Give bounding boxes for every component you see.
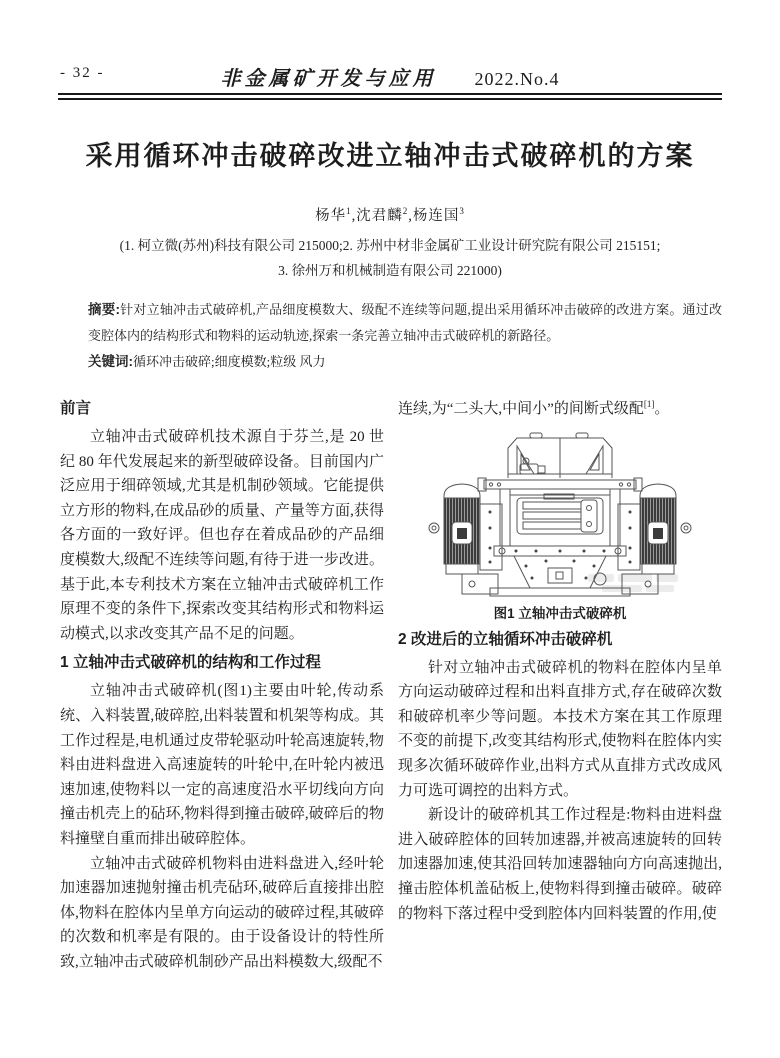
crusher-diagram xyxy=(420,428,700,600)
section-2-heading: 2 改进后的立轴循环冲击破碎机 xyxy=(398,630,613,648)
section-2-paragraph-2: 新设计的破碎机其工作过程是:物料由进料盘进入破碎腔体的回转加速器,并被高速旋转的回转加速器加速,使其沿回转加速器轴向方向高速抛出,撞击腔体机盖砧板上,使物料得到撞击破碎。破碎的物料下落过程中受到腔体内回料装置的作用,使 xyxy=(398,807,722,922)
section-1-heading: 1 立轴冲击式破碎机的结构和工作过程 xyxy=(60,654,321,672)
author-affiliation-mark-3: 3 xyxy=(459,206,465,217)
author-separator-2: , xyxy=(408,208,413,224)
author-affiliation-mark-1: 1 xyxy=(346,206,352,217)
issue-number: 2022.No.4 xyxy=(474,69,560,89)
body-columns xyxy=(60,392,722,974)
affiliation-line-2: 3. 徐州万和机械制造有限公司 221000) xyxy=(278,263,502,278)
running-header xyxy=(58,62,722,90)
section-2-paragraph-1: 针对立轴冲击式破碎机的物料在腔体内呈单方向运动破碎过程和出料直排方式,存在破碎次数和破碎机率少等问题。本技术方案在其工作原理不变的前提下,改变其结构形式,使物料在腔体内实现多次循环破碎作业,出料方式从直排方式改成风力可选可调控的出料方式。 xyxy=(398,659,722,799)
keywords-text: 循环冲击破碎;细度模数;粒级 风力 xyxy=(133,354,326,369)
journal-name: 非金属矿开发与应用 xyxy=(220,68,437,90)
section-1-paragraph-1: 立轴冲击式破碎机(图1)主要由叶轮,传动系统、入料装置,破碎腔,出料装置和机架等构成。其工作过程是,电机通过皮带轮驱动叶轮高速旋转,物料由进料盘进入高速旋转的叶轮中,在叶轮内被迅速加速,使物料以一定的高速度沿水平切线向方向撞击机壳上的砧环,物料得到撞击破碎,破碎后的物料撞壁自重而排出破碎腔体。 xyxy=(60,683,384,847)
section-1-paragraph-2: 立轴冲击式破碎机物料由进料盘进入,经叶轮加速器加速抛射撞击机壳砧环,破碎后直接排出腔体,物料在腔体内呈单方向运动的破碎过程,其破碎的次数和机率是有限的。由于设备设计的特性所致,立轴冲击式破碎机制砂产品出料模数大,级配不 xyxy=(60,855,384,970)
author-separator-1: , xyxy=(351,208,357,224)
keywords-line xyxy=(88,349,722,375)
author-affiliation-mark-2: 2 xyxy=(402,206,409,217)
intro-paragraph: 立轴冲击式破碎机技术源自于芬兰,是 20 世纪 80 年代发展起来的新型破碎设备。目前国内广泛应用于细碎领域,尤其是机制砂领域。它能提供立方形的物料,在成品砂的质量、产量等方面,获得各方面的一致好评。但也存在着成品砂的产品细度模数大,级配不连续等问题,有待于进一步改进。基于此,本专利技术方案在立轴冲击式破碎机工作原理不变的条件下,探索改变其结构形式和物料运动模式,以求改变其产品不足的问题。 xyxy=(60,429,384,642)
continuation-text-end: 。 xyxy=(654,401,670,417)
reference-citation-1: [1] xyxy=(643,399,655,409)
keywords-label: 关键词: xyxy=(88,354,133,369)
affiliation-line-1: (1. 柯立微(苏州)科技有限公司 215000;2. 苏州中材非金属矿工业设计研究院有限公司 215151; xyxy=(119,238,661,253)
header-double-rule xyxy=(58,93,722,100)
continuation-line xyxy=(398,392,722,422)
authors-line xyxy=(0,204,780,225)
right-column xyxy=(398,392,722,974)
abstract-block xyxy=(88,297,722,375)
intro-heading: 前言 xyxy=(60,400,92,417)
paper-title: 采用循环冲击破碎改进立轴冲击式破碎机的方案 xyxy=(85,141,695,171)
author-name-1: 杨华 xyxy=(315,208,347,224)
abstract-label: 摘要: xyxy=(88,302,120,317)
journal-header-center xyxy=(58,62,722,91)
affiliations-block xyxy=(0,233,780,283)
continuation-text: 连续,为“二头大,中间小”的间断式级配 xyxy=(398,401,644,417)
abstract-text: 针对立轴冲击式破碎机,产品细度模数大、级配不连续等问题,提出采用循环冲击破碎的改进方案。通过改变腔体内的结构形式和物料的运动轨迹,探索一条完善立轴冲击式破碎机的新路径。 xyxy=(88,302,722,343)
watermark-smudge xyxy=(588,574,678,592)
author-name-3: 杨连国 xyxy=(412,208,460,224)
page-number: - 32 - xyxy=(60,65,105,81)
abstract-paragraph xyxy=(88,297,722,349)
left-column xyxy=(60,392,384,974)
figure-1-caption: 图1 立轴冲击式破碎机 xyxy=(493,605,627,621)
figure-1 xyxy=(398,428,722,623)
author-name-2: 沈君麟 xyxy=(356,208,403,224)
